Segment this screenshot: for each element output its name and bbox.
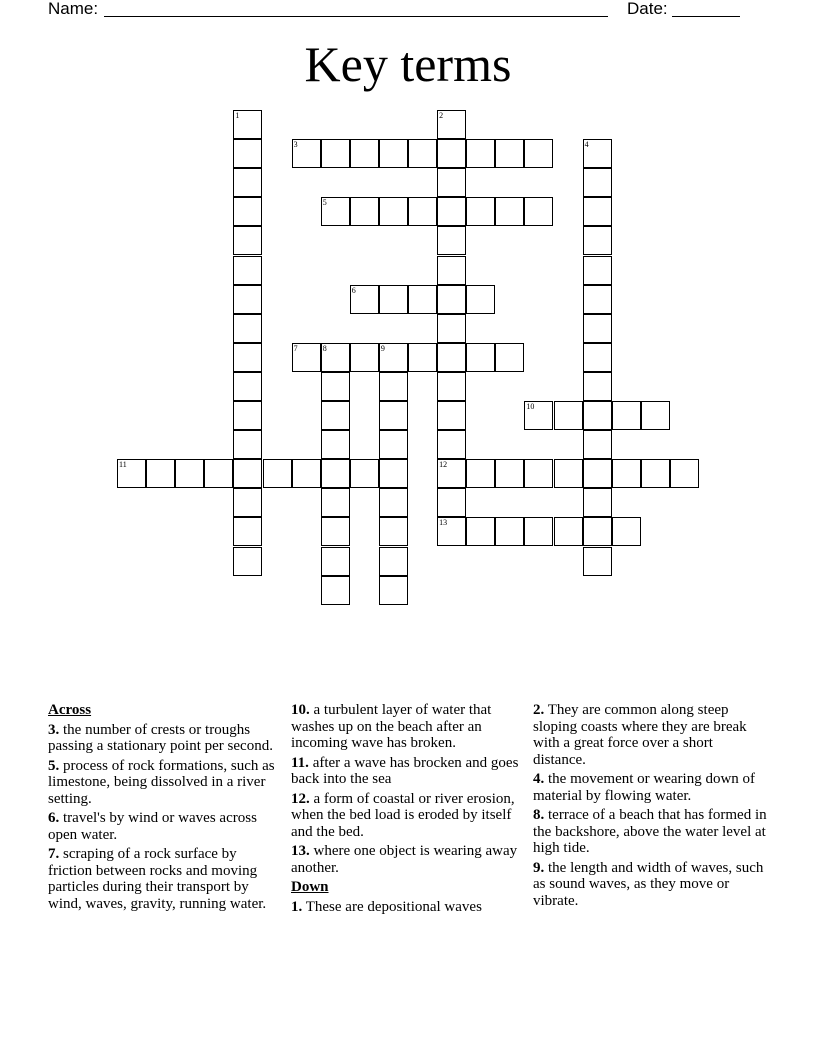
crossword-cell[interactable] [583, 430, 612, 459]
crossword-cell[interactable] [292, 343, 321, 372]
clue-number: 5 [322, 198, 327, 208]
crossword-cell[interactable] [495, 343, 524, 372]
crossword-cell[interactable] [233, 139, 262, 168]
crossword-cell[interactable] [321, 401, 350, 430]
crossword-cell[interactable] [495, 139, 524, 168]
crossword-cell[interactable] [379, 139, 408, 168]
crossword-cell[interactable] [466, 517, 495, 546]
crossword-cell[interactable] [350, 343, 379, 372]
crossword-cell[interactable] [233, 256, 262, 285]
crossword-cell[interactable] [379, 459, 408, 488]
crossword-cell[interactable] [437, 459, 466, 488]
crossword-cell[interactable] [350, 285, 379, 314]
crossword-cell[interactable] [641, 401, 670, 430]
crossword-cell[interactable] [437, 430, 466, 459]
crossword-cell[interactable] [233, 488, 262, 517]
crossword-cell[interactable] [233, 372, 262, 401]
across-heading: Across [48, 702, 92, 718]
crossword-cell[interactable] [408, 285, 437, 314]
crossword-cell[interactable] [408, 197, 437, 226]
crossword-cell[interactable] [524, 197, 553, 226]
crossword-cell[interactable] [583, 488, 612, 517]
clue-number: 7 [293, 343, 298, 353]
crossword-cell[interactable] [583, 168, 612, 197]
crossword-cell[interactable] [437, 110, 466, 139]
clues-column-3 [533, 702, 769, 912]
crossword-cell[interactable] [583, 139, 612, 168]
crossword-cell[interactable] [437, 168, 466, 197]
crossword-cell[interactable] [379, 285, 408, 314]
crossword-cell[interactable] [233, 226, 262, 255]
crossword-cell[interactable] [379, 343, 408, 372]
crossword-cell[interactable] [233, 517, 262, 546]
crossword-cell[interactable] [321, 488, 350, 517]
crossword-cell[interactable] [350, 459, 379, 488]
crossword-cell[interactable] [146, 459, 175, 488]
crossword-cell[interactable] [379, 430, 408, 459]
crossword-cell[interactable] [321, 430, 350, 459]
crossword-cell[interactable] [466, 139, 495, 168]
crossword-cell[interactable] [321, 459, 350, 488]
crossword-cell[interactable] [292, 459, 321, 488]
crossword-cell[interactable] [233, 547, 262, 576]
crossword-cell[interactable] [554, 401, 583, 430]
clue-down-2: 2. They are common along steep sloping coasts where they are break with a great force over a short distance. [533, 702, 747, 768]
clue-down-9: 9. the length and width of waves, such as sound waves, as they move or vibrate. [533, 859, 764, 909]
crossword-cell[interactable] [583, 343, 612, 372]
crossword-cell[interactable] [321, 547, 350, 576]
crossword-cell[interactable] [612, 459, 641, 488]
clue-number: 6 [351, 285, 356, 295]
crossword-cell[interactable] [641, 459, 670, 488]
clue-across-5: 5. process of rock formations, such as limestone, being dissolved in a river setting. [48, 757, 275, 807]
crossword-cell[interactable] [233, 401, 262, 430]
clue-down-8: 8. terrace of a beach that has formed in the backshore, above the water level at high tide. [533, 807, 767, 856]
crossword-cell[interactable] [233, 314, 262, 343]
crossword-cell[interactable] [379, 576, 408, 605]
crossword-cell[interactable] [321, 343, 350, 372]
crossword-cell[interactable] [524, 139, 553, 168]
crossword-cell[interactable] [233, 197, 262, 226]
crossword-cell[interactable] [233, 110, 262, 139]
crossword-cell[interactable] [437, 285, 466, 314]
crossword-cell[interactable] [379, 547, 408, 576]
clue-number: 1 [235, 111, 240, 120]
crossword-cell[interactable] [583, 459, 612, 488]
crossword-cell[interactable] [583, 314, 612, 343]
clue-number: 9 [380, 343, 385, 353]
crossword-cell[interactable] [437, 256, 466, 285]
crossword-cell[interactable] [233, 168, 262, 197]
clue-number: 10 [526, 402, 535, 411]
crossword-cell[interactable] [583, 226, 612, 255]
clue-across-12: 12. a form of coastal or river erosion, when the bed load is eroded by itself and the bed. [291, 790, 515, 840]
clue-across-13: 13. where one object is wearing away another. [291, 843, 518, 876]
crossword-cell[interactable] [350, 197, 379, 226]
crossword-cell[interactable] [233, 285, 262, 314]
crossword-cell[interactable] [466, 197, 495, 226]
crossword-cell[interactable] [466, 459, 495, 488]
crossword-cell[interactable] [583, 372, 612, 401]
crossword-cell[interactable] [554, 517, 583, 546]
clue-across-11: 11. after a wave has brocken and goes back into the sea [291, 754, 519, 787]
crossword-cell[interactable] [437, 372, 466, 401]
crossword-cell[interactable] [466, 285, 495, 314]
crossword-cell[interactable] [437, 517, 466, 546]
crossword-cell[interactable] [495, 459, 524, 488]
crossword-cell[interactable] [321, 139, 350, 168]
clue-across-10: 10. a turbulent layer of water that washes up on the beach after an incoming wave has broken. [291, 702, 492, 751]
crossword-cell[interactable] [495, 517, 524, 546]
clue-down-4: 4. the movement or wearing down of material by flowing water. [533, 771, 756, 804]
crossword-cell[interactable] [437, 401, 466, 430]
crossword-cell[interactable] [204, 459, 233, 488]
clue-down-1: 1. These are depositional waves [291, 898, 482, 915]
crossword-cell[interactable] [379, 401, 408, 430]
crossword-cell[interactable] [437, 343, 466, 372]
crossword-cell[interactable] [379, 372, 408, 401]
clue-number: 4 [584, 140, 589, 150]
crossword-cell[interactable] [524, 459, 553, 488]
clue-number: 13 [439, 518, 448, 528]
crossword-cell[interactable] [612, 517, 641, 546]
crossword-cell[interactable] [263, 459, 292, 488]
crossword-cell[interactable] [117, 459, 146, 488]
crossword-cell[interactable] [583, 401, 612, 430]
clue-number: 12 [439, 460, 448, 470]
crossword-cell[interactable] [495, 197, 524, 226]
crossword-cell[interactable] [292, 139, 321, 168]
crossword-cell[interactable] [583, 517, 612, 546]
crossword-cell[interactable] [583, 285, 612, 314]
crossword-cell[interactable] [437, 314, 466, 343]
crossword-cell[interactable] [437, 197, 466, 226]
crossword-cell[interactable] [524, 401, 553, 430]
clue-across-6: 6. travel's by wind or waves across open water. [48, 810, 257, 843]
date-label: Date: [627, 0, 668, 18]
name-label: Name: [48, 0, 99, 18]
clue-across-3: 3. the number of crests or troughs passing a stationary point per second. [48, 721, 273, 754]
crossword-cell[interactable] [583, 197, 612, 226]
crossword-cell[interactable] [321, 372, 350, 401]
clue-number: 3 [293, 140, 298, 150]
crossword-cell[interactable] [612, 401, 641, 430]
crossword-cell[interactable] [437, 226, 466, 255]
crossword-cell[interactable] [350, 139, 379, 168]
crossword-cell[interactable] [583, 547, 612, 576]
crossword-cell[interactable] [379, 488, 408, 517]
clues-column-2 [291, 702, 523, 918]
crossword-cell[interactable] [670, 459, 699, 488]
crossword-cell[interactable] [321, 576, 350, 605]
crossword-cell[interactable] [379, 197, 408, 226]
crossword-cell[interactable] [233, 430, 262, 459]
clue-number: 8 [322, 343, 327, 353]
crossword-cell[interactable] [554, 459, 583, 488]
crossword-cell[interactable] [379, 517, 408, 546]
crossword-cell[interactable] [466, 343, 495, 372]
crossword-cell[interactable] [408, 343, 437, 372]
crossword-cell[interactable] [321, 197, 350, 226]
page-title: Key terms [304, 36, 512, 92]
crossword-cell[interactable] [233, 459, 262, 488]
crossword-cell[interactable] [524, 517, 553, 546]
crossword-cell[interactable] [321, 517, 350, 546]
crossword-cell[interactable] [437, 139, 466, 168]
crossword-cell[interactable] [175, 459, 204, 488]
down-heading: Down [291, 879, 329, 895]
clue-across-7: 7. scraping of a rock surface by friction between rocks and moving particles during their transport by wind, waves, gravity, running water. [48, 846, 267, 912]
crossword-cell[interactable] [408, 139, 437, 168]
crossword-cell[interactable] [583, 256, 612, 285]
crossword-cell[interactable] [437, 488, 466, 517]
clues-column-1 [48, 702, 284, 915]
clue-number: 11 [119, 460, 127, 470]
clue-number: 2 [439, 111, 444, 120]
crossword-cell[interactable] [233, 343, 262, 372]
